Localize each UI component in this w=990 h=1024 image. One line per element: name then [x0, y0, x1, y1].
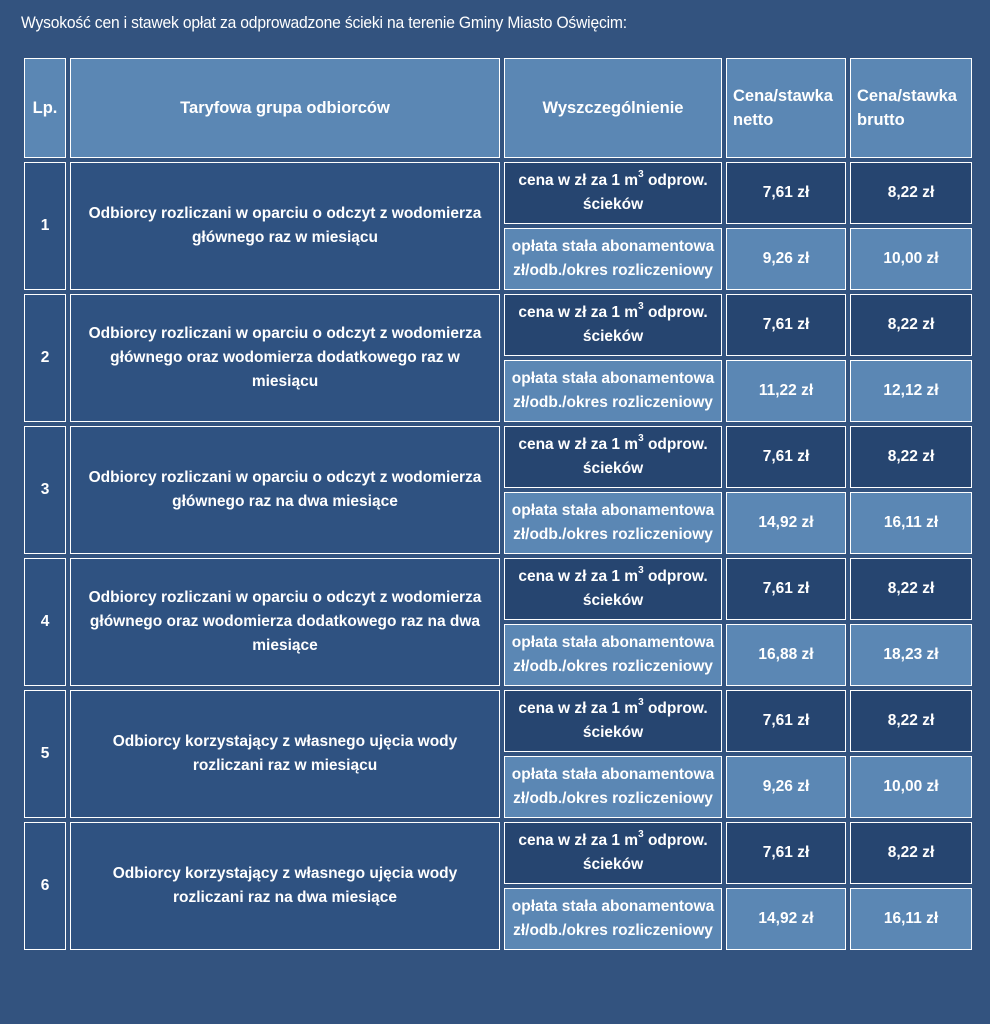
tariff-table — [20, 54, 976, 954]
cell-fee-gross: 10,00 zł — [850, 228, 972, 290]
cell-fee-net: 11,22 zł — [726, 360, 846, 422]
table-row — [24, 558, 972, 620]
cell-spec-fee: opłata stała abonamentowa zł/odb./okres rozliczeniowy — [504, 756, 722, 818]
cell-fee-net: 14,92 zł — [726, 888, 846, 950]
header-group: Taryfowa grupa odbiorców — [70, 58, 500, 158]
spec-price-suffix: odprow. ścieków — [582, 568, 708, 609]
table-row — [24, 294, 972, 356]
spec-price-sup: 3 — [638, 300, 644, 312]
spec-price-prefix: cena w zł za 1 m — [518, 436, 639, 453]
spec-price-suffix: odprow. ścieków — [582, 436, 708, 477]
cell-spec-fee: opłata stała abonamentowa zł/odb./okres rozliczeniowy — [504, 492, 722, 554]
cell-price-gross: 8,22 zł — [850, 426, 972, 488]
cell-lp: 4 — [24, 558, 66, 686]
cell-fee-net: 16,88 zł — [726, 624, 846, 686]
page-title: Wysokość cen i stawek opłat za odprowadzone ścieki na terenie Gminy Miasto Oświęcim: — [21, 13, 627, 32]
spec-price-prefix: cena w zł za 1 m — [518, 700, 639, 717]
spec-price-prefix: cena w zł za 1 m — [518, 172, 639, 189]
cell-spec-fee: opłata stała abonamentowa zł/odb./okres rozliczeniowy — [504, 228, 722, 290]
table-row — [24, 426, 972, 488]
table-row — [24, 822, 972, 884]
table-row — [24, 162, 972, 224]
spec-price-prefix: cena w zł za 1 m — [518, 832, 639, 849]
spec-price-suffix: odprow. ścieków — [582, 700, 708, 741]
cell-spec-price — [504, 294, 722, 356]
table-body — [24, 162, 972, 950]
spec-price-suffix: odprow. ścieków — [582, 172, 708, 213]
spec-price-prefix: cena w zł za 1 m — [518, 568, 639, 585]
table-row — [24, 690, 972, 752]
cell-group: Odbiorcy rozliczani w oparciu o odczyt z wodomierza głównego raz na dwa miesiące — [70, 426, 500, 554]
spec-price-sup: 3 — [638, 168, 644, 180]
cell-fee-gross: 18,23 zł — [850, 624, 972, 686]
cell-price-net: 7,61 zł — [726, 822, 846, 884]
spec-price-suffix: odprow. ścieków — [582, 832, 708, 873]
cell-lp: 5 — [24, 690, 66, 818]
cell-spec-fee: opłata stała abonamentowa zł/odb./okres rozliczeniowy — [504, 888, 722, 950]
cell-spec-price — [504, 822, 722, 884]
cell-spec-price — [504, 162, 722, 224]
spec-price-sup: 3 — [638, 564, 644, 576]
spec-price-prefix: cena w zł za 1 m — [518, 304, 639, 321]
cell-group: Odbiorcy korzystający z własnego ujęcia wody rozliczani raz w miesiącu — [70, 690, 500, 818]
spec-price-suffix: odprow. ścieków — [582, 304, 708, 345]
cell-price-gross: 8,22 zł — [850, 822, 972, 884]
cell-lp: 3 — [24, 426, 66, 554]
cell-price-gross: 8,22 zł — [850, 558, 972, 620]
cell-lp: 1 — [24, 162, 66, 290]
cell-lp: 2 — [24, 294, 66, 422]
cell-spec-price — [504, 690, 722, 752]
cell-spec-price — [504, 426, 722, 488]
header-net: Cena/stawka netto — [726, 58, 846, 158]
cell-spec-fee: opłata stała abonamentowa zł/odb./okres rozliczeniowy — [504, 624, 722, 686]
table-header-row — [24, 58, 972, 158]
cell-price-net: 7,61 zł — [726, 162, 846, 224]
cell-fee-gross: 16,11 zł — [850, 492, 972, 554]
cell-price-gross: 8,22 zł — [850, 162, 972, 224]
cell-fee-net: 9,26 zł — [726, 228, 846, 290]
cell-price-gross: 8,22 zł — [850, 294, 972, 356]
spec-price-sup: 3 — [638, 696, 644, 708]
cell-group: Odbiorcy rozliczani w oparciu o odczyt z wodomierza głównego oraz wodomierza dodatkowego raz na dwa miesiące — [70, 558, 500, 686]
cell-fee-gross: 12,12 zł — [850, 360, 972, 422]
header-spec: Wyszczególnienie — [504, 58, 722, 158]
cell-fee-net: 14,92 zł — [726, 492, 846, 554]
cell-spec-price — [504, 558, 722, 620]
spec-price-sup: 3 — [638, 828, 644, 840]
cell-fee-gross: 10,00 zł — [850, 756, 972, 818]
cell-price-net: 7,61 zł — [726, 558, 846, 620]
cell-spec-fee: opłata stała abonamentowa zł/odb./okres rozliczeniowy — [504, 360, 722, 422]
cell-lp: 6 — [24, 822, 66, 950]
cell-price-net: 7,61 zł — [726, 690, 846, 752]
header-gross: Cena/stawka brutto — [850, 58, 972, 158]
cell-group: Odbiorcy rozliczani w oparciu o odczyt z wodomierza głównego oraz wodomierza dodatkowego raz w miesiącu — [70, 294, 500, 422]
cell-fee-gross: 16,11 zł — [850, 888, 972, 950]
header-lp: Lp. — [24, 58, 66, 158]
cell-group: Odbiorcy korzystający z własnego ujęcia wody rozliczani raz na dwa miesiące — [70, 822, 500, 950]
cell-group: Odbiorcy rozliczani w oparciu o odczyt z wodomierza głównego raz w miesiącu — [70, 162, 500, 290]
cell-price-net: 7,61 zł — [726, 426, 846, 488]
cell-fee-net: 9,26 zł — [726, 756, 846, 818]
cell-price-net: 7,61 zł — [726, 294, 846, 356]
cell-price-gross: 8,22 zł — [850, 690, 972, 752]
spec-price-sup: 3 — [638, 432, 644, 444]
